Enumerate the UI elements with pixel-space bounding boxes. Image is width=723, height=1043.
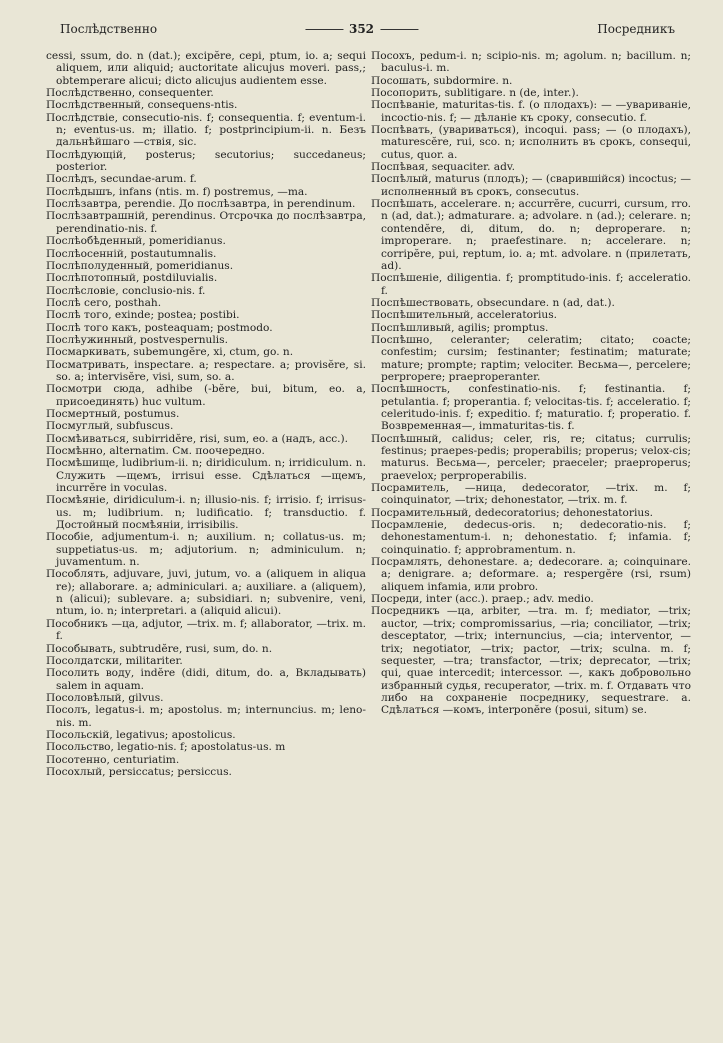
dictionary-entry: Послѣсловіе, conclusio-nis. f. [46, 284, 206, 297]
page-header [40, 22, 683, 44]
dictionary-entry: Послѣдственно, consequenter. [46, 87, 214, 100]
header-right-guideword: Посредникъ [597, 22, 675, 36]
dictionary-entry: Поспѣвать, (увариваться), incoqui. pass; — (о плодахъ), maturescĕre, rui, sco. n; исполнить въ срокъ, consequi, cutus, quor. a. [371, 124, 691, 161]
dictionary-entry: Посолдатски, militariter. [46, 654, 183, 667]
dictionary-entry: Послѣдующій, posterus; secutorius; succedaneus; posterior. [46, 148, 366, 174]
dictionary-entry: Посрамленіе, dedecus-oris. n; dedecoratio-nis. f; dehonestamentum-i. n; dehonestatio. f; infamia. f; coinquinatio. f; approbramentum. n. [371, 519, 691, 556]
dictionary-entry: Поспѣваніе, maturitas-tis. f. (о плодахъ): — —увариваніе, incoctio-nis. f; — дѣланіе къ сроку, consecutio. f. [371, 99, 691, 124]
dictionary-entry: Послѣ сего, posthah. [46, 296, 162, 309]
dictionary-entry: Посольскій, legativus; apostolicus. [46, 728, 236, 741]
header-left-guideword: Послѣдственно [60, 22, 158, 36]
dictionary-entry: Послѣполуденный, pomeridianus. [46, 259, 234, 272]
dictionary-entry: Пособывать, subtrudĕre, rusi, sum, do. n. [46, 642, 273, 655]
dictionary-entry: Посолить воду, indĕre (didi, ditum, do. a, Вкладывать) salem in aquam. [46, 667, 366, 692]
dictionary-entry: Посошать, subdormire. n. [371, 74, 513, 87]
dictionary-entry: Поспѣвая, sequaciter. adv. [371, 161, 515, 174]
dictionary-entry: Поспѣшливый, agilis; promptus. [371, 321, 549, 334]
dictionary-entry: Послѣдышъ, infans (ntis. m. f) postremus, —ma. [46, 185, 308, 198]
dictionary-entry: Посольство, legatio-nis. f; apostolatus-us. m [46, 741, 286, 754]
left-column [46, 50, 366, 778]
dictionary-entry: Посматривать, inspectare. a; respectare. a; provisĕre, si. so. a; intervisĕre, visi, sum, so. a. [46, 358, 366, 383]
page-number: 352 [299, 22, 424, 36]
dictionary-entry: Посмѣиваться, subirridĕre, risi, sum, eo. a (надъ, acc.). [46, 432, 349, 445]
dictionary-entry: Пособіе, adjumentum-i. n; auxilium. n; collatus-us. m; suppetiatus-us. m; adjutorium. n; adminiculum. n; juvamentum. n. [46, 531, 366, 569]
dictionary-entry: Посохлый, persiccatus; persiccus. [46, 765, 232, 778]
dictionary-entry: Пособникъ —ца, adjutor, —trix. m. f; allaborator, —trix. m. f. [46, 617, 366, 643]
dictionary-entry: Посрамительный, dedecoratorius; dehonestatorius. [371, 506, 654, 519]
right-column [371, 50, 691, 717]
dictionary-entry: Посмаркивать, subemungĕre, xi, ctum, go. n. [46, 346, 294, 359]
dictionary-entry: Посоловѣлый, gilvus. [46, 691, 164, 704]
dictionary-entry: Поспѣшествовать, obsecundare. n (ad, dat.). [371, 296, 615, 309]
dictionary-entry: Посолъ, legatus-i. m; apostolus. m; internuncius. m; lenо-nis. m. [46, 704, 366, 729]
dictionary-entry: Посотенно, centuriatim. [46, 753, 180, 766]
dictionary-entry: Послѣзавтрашній, perendinus. Отсрочка до послѣзавтра, perendinatio-nis. f. [46, 210, 366, 235]
dictionary-entry: Посмотри сюда, adhibe (-bĕre, bui, bitum, eo. a, присоединять) huc vultum. [46, 383, 366, 408]
dictionary-entry: Пособлять, adjuvare, juvi, jutum, vo. a (aliquem in aliqua re); allaborare. a; adminiculari. a; auxiliare. a (aliquem), n (alicui); sublevare. a; subsidiari. n; subvenire, veni, ntum, io. n; interpretari. a (aliquid alicui). [46, 568, 366, 618]
dictionary-entry: Посохъ, pedum-i. n; scipio-nis. m; agolum. n; bacillum. n; baculus-i. m. [371, 50, 691, 75]
dictionary-entry: Поспѣшеніе, diligentia. f; promptitudo-inis. f; acceleratio. f. [371, 272, 691, 297]
dictionary-entry: Послѣ того какъ, posteaquam; postmodo. [46, 321, 273, 334]
dictionary-entry: Посреди, inter (acc.). praep.; adv. medio. [371, 593, 594, 606]
dictionary-entry: Посмертный, postumus. [46, 407, 180, 420]
dictionary-entry: Поспѣшный, calidus; celer, ris, re; citatus; currulis; festinus; praepes-pedis; properabilis; properus; velox-cis; maturus. Весьма—, perceler; praeceler; praeproperus; praevelox; perproperabilis. [371, 432, 691, 482]
dictionary-entry: Послѣдствіе, consecutio-nis. f; consequentia. f; eventum-i. n; eventus-us. m; illatio. f; postprincipium-ii. n. Безъ дальнѣйшаго —ствія, sic. [46, 111, 366, 149]
dictionary-entry: Послѣзавтра, perendie. До послѣзавтра, in perendinum. [46, 198, 356, 211]
dictionary-entry: Послѣосенній, postautumnalis. [46, 247, 217, 260]
dictionary-entry: Послѣужинный, postvespernulis. [46, 333, 228, 346]
dictionary-entry: Послѣдственный, consequens-ntis. [46, 99, 238, 112]
dictionary-entry: Посрамлять, dehonestare. a; dedecorare. a; coinquinare. a; denigrare. a; deformare. a; respergĕre (rsi, rsum) aliquem infamia, или probro. [371, 556, 691, 593]
dictionary-entry: Поспѣшать, accelerare. n; accurrĕre, cucurri, cursum, rro. n (ad, dat.); admaturare. a; advolare. n (ad.); celerare. n; contendĕre, di, ditum, do. n; deproperare. n; improperare. n; praefestinare. n; accelerare. n; corripĕre, pui, reptum, io. a; mt. advolare. n (прилетать, ad). [371, 198, 691, 272]
dictionary-entry: Посмѣшище, ludibrium-ii. n; diridiculum. n; irridiculum. n. Служить —щемъ, irrisui esse. Сдѣлаться —щемъ, incurrĕre in voculas. [46, 457, 366, 495]
dictionary-entry: Поспѣшно, celeranter; celeratim; citatо; coacte; confestim; cursim; festinanter; festinatim; maturate; mature; prompte; raptim; velociter. Весьма—, percelere; perproperе; praeproperanter. [371, 333, 691, 383]
dictionary-entry: Посрамитель, —ница, dedecorator, —trix. m. f; coinquinator, —trix; dehonestator, —trix. m. f. [371, 482, 691, 507]
dictionary-entry: Посопорить, sublitigare. n (de, inter.). [371, 87, 579, 100]
dictionary-entry: Поспѣлый, maturus (плодъ); — (сварившійся) incoctus; —исполненный въ срокъ, consecutus. [371, 173, 691, 198]
dictionary-entry: Послѣдъ, secundae-arum. f. [46, 173, 197, 186]
dictionary-entry: cessi, ssum, do. n (dat.); excipĕre, cepi, ptum, io. a; sequi aliquem, или aliquid; auctoritate alicujus moveri. pass,; obtemperare alicui; dicto alicujus audientem esse. [46, 50, 366, 87]
dictionary-entry: Послѣобѣденный, pomeridianus. [46, 235, 226, 248]
dictionary-entry: Поспѣшительный, acceleratorius. [371, 309, 558, 322]
dictionary-entry: Послѣпотопный, postdiluvialis. [46, 272, 218, 285]
dictionary-entry: Посмѣяніе, diridiculum-i. n; illusio-nis. f; irrisio. f; irrisus-us. m; ludibrium. n; ludificatio. f; transductio. f. Достойный посмѣяніи, irrisibilis. [46, 494, 366, 532]
dictionary-entry: Поспѣшность, confestinatio-nis. f; festinantia. f; petulantia. f; properantia. f; velocitas-tis. f; acceleratio. f; celeritudo-inis. f; expeditio. f; maturatio. f; properatio. f. Возвременная—, immaturitas-tis. f. [371, 383, 691, 433]
dictionary-entry: Посмѣнно, alternatim. См. поочередно. [46, 445, 265, 457]
dictionary-entry: Посредникъ —ца, arbiter, —tra. m. f; mediator, —trix; auctor, —trix; compromissarius, —ria; conciliator, —trix; desceptator, —trix; internuncius, —cia; interventor, —trix; negotiator, —trix; pactor, —trix; sculna. m. f; sequester, —tra; transfactor, —trix; deprecator, —trix; qui, quae intercedit; intercessor. —, какъ добровольно избранный судья, recuperator, —trix. m. f. Отдавать что либо на сохраненіе посреднику, sequestrare. a. Сдѣлаться —комъ, interponĕre (posui, situm) se. [371, 605, 691, 717]
dictionary-entry: Посмуглый, subfuscus. [46, 420, 174, 433]
dictionary-entry: Послѣ того, exinde; postea; postibi. [46, 309, 240, 322]
